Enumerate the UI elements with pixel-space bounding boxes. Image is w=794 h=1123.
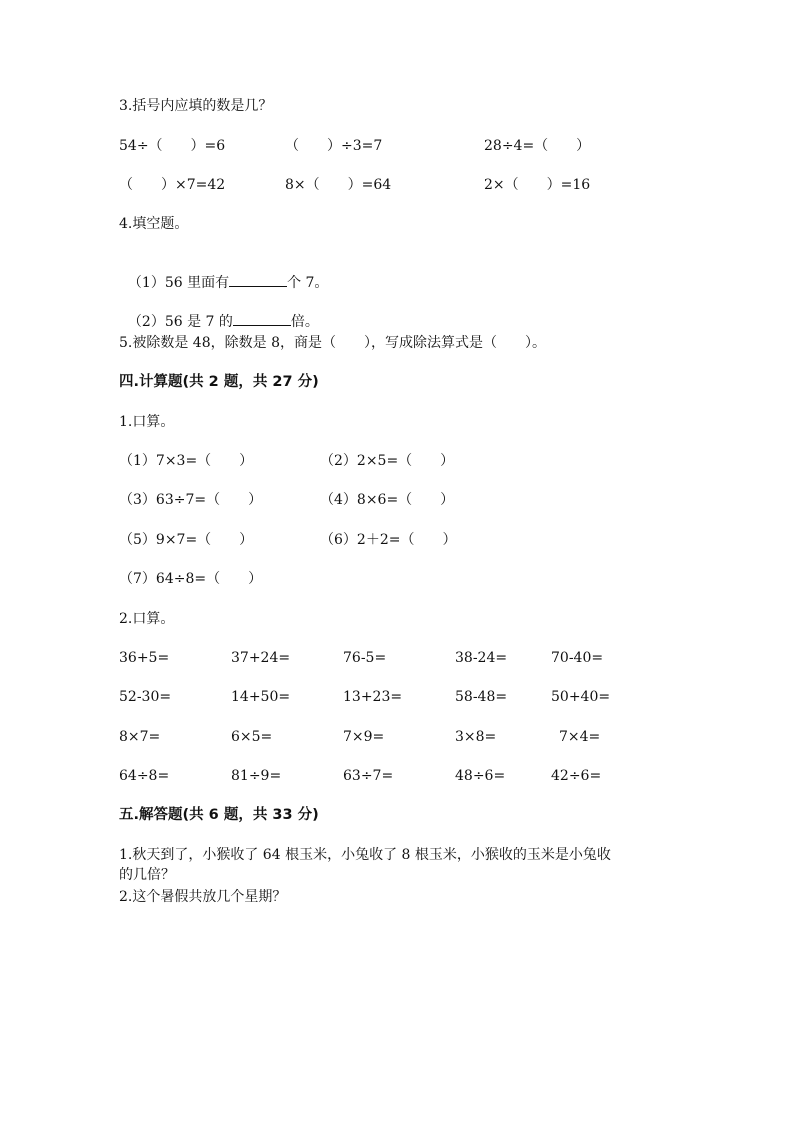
q4-item-1-post: 个 7。 (287, 275, 329, 291)
s5-q1-line1: 1.秋天到了，小猴收了 64 根玉米，小兔收了 8 根玉米，小猴收的玉米是小兔收 (119, 847, 611, 863)
q3-r2-c3: 2×（ ）=16 (484, 177, 591, 193)
s4-q1-title: 1.口算。 (119, 414, 175, 430)
calc-item: 37+24= (231, 650, 291, 666)
calc-item: 63÷7= (343, 768, 394, 784)
q4-item-1-pre: （1）56 里面有 (127, 275, 230, 291)
oral-item: （7）64÷8=（ ） (119, 571, 263, 587)
s4-q2-title: 2.口算。 (119, 611, 175, 627)
q3-r1-c1: 54÷（ ）=6 (119, 138, 226, 154)
q5-text: 5.被除数是 48，除数是 8，商是（ ），写成除法算式是（ ）。 (119, 335, 546, 351)
oral-item: （2）2×5=（ ） (320, 453, 455, 469)
q4-item-2-pre: （2）56 是 7 的 (127, 314, 233, 330)
q3-r2-c1: （ ）×7=42 (119, 177, 226, 193)
q4-title: 4.填空题。 (119, 216, 189, 232)
q4-item-2-post: 倍。 (290, 314, 319, 330)
calc-item: 50+40= (551, 689, 611, 705)
q3-r1-c2: （ ）÷3=7 (285, 138, 383, 154)
calc-item: 7×9= (343, 729, 385, 745)
q3-r2-c2: 8×（ ）=64 (285, 177, 392, 193)
q3-title: 3.括号内应填的数是几？ (119, 98, 273, 114)
calc-item: 76-5= (343, 650, 387, 666)
calc-item: 8×7= (119, 729, 161, 745)
calc-item: 36+5= (119, 650, 170, 666)
s5-q1-line2: 的几倍？ (119, 867, 175, 883)
calc-item: 52-30= (119, 689, 172, 705)
calc-item: 7×4= (559, 729, 601, 745)
fill-blank (229, 273, 287, 287)
calc-item: 81÷9= (231, 768, 282, 784)
calc-item: 38-24= (455, 650, 508, 666)
calc-item: 58-48= (455, 689, 508, 705)
q4-item-1 (119, 255, 328, 292)
q3-r1-c3: 28÷4=（ ） (484, 138, 591, 154)
calc-item: 13+23= (343, 689, 403, 705)
s5-q2: 2.这个暑假共放几个星期？ (119, 889, 287, 905)
oral-item: （5）9×7=（ ） (119, 532, 254, 548)
fill-blank (233, 312, 291, 326)
oral-item: （4）8×6=（ ） (320, 492, 455, 508)
oral-item: （3）63÷7=（ ） (119, 492, 263, 508)
calc-item: 14+50= (231, 689, 291, 705)
calc-item: 70-40= (551, 650, 604, 666)
calc-item: 6×5= (231, 729, 273, 745)
calc-item: 64÷8= (119, 768, 170, 784)
oral-item: （6）2＋2=（ ） (320, 532, 457, 548)
calc-item: 42÷6= (551, 768, 602, 784)
section4-title: 四.计算题(共 2 题，共 27 分) (119, 374, 319, 390)
oral-item: （1）7×3=（ ） (119, 453, 254, 469)
section5-title: 五.解答题(共 6 题，共 33 分) (119, 807, 319, 823)
q4-item-2 (119, 294, 319, 331)
calc-item: 3×8= (455, 729, 497, 745)
calc-item: 48÷6= (455, 768, 506, 784)
